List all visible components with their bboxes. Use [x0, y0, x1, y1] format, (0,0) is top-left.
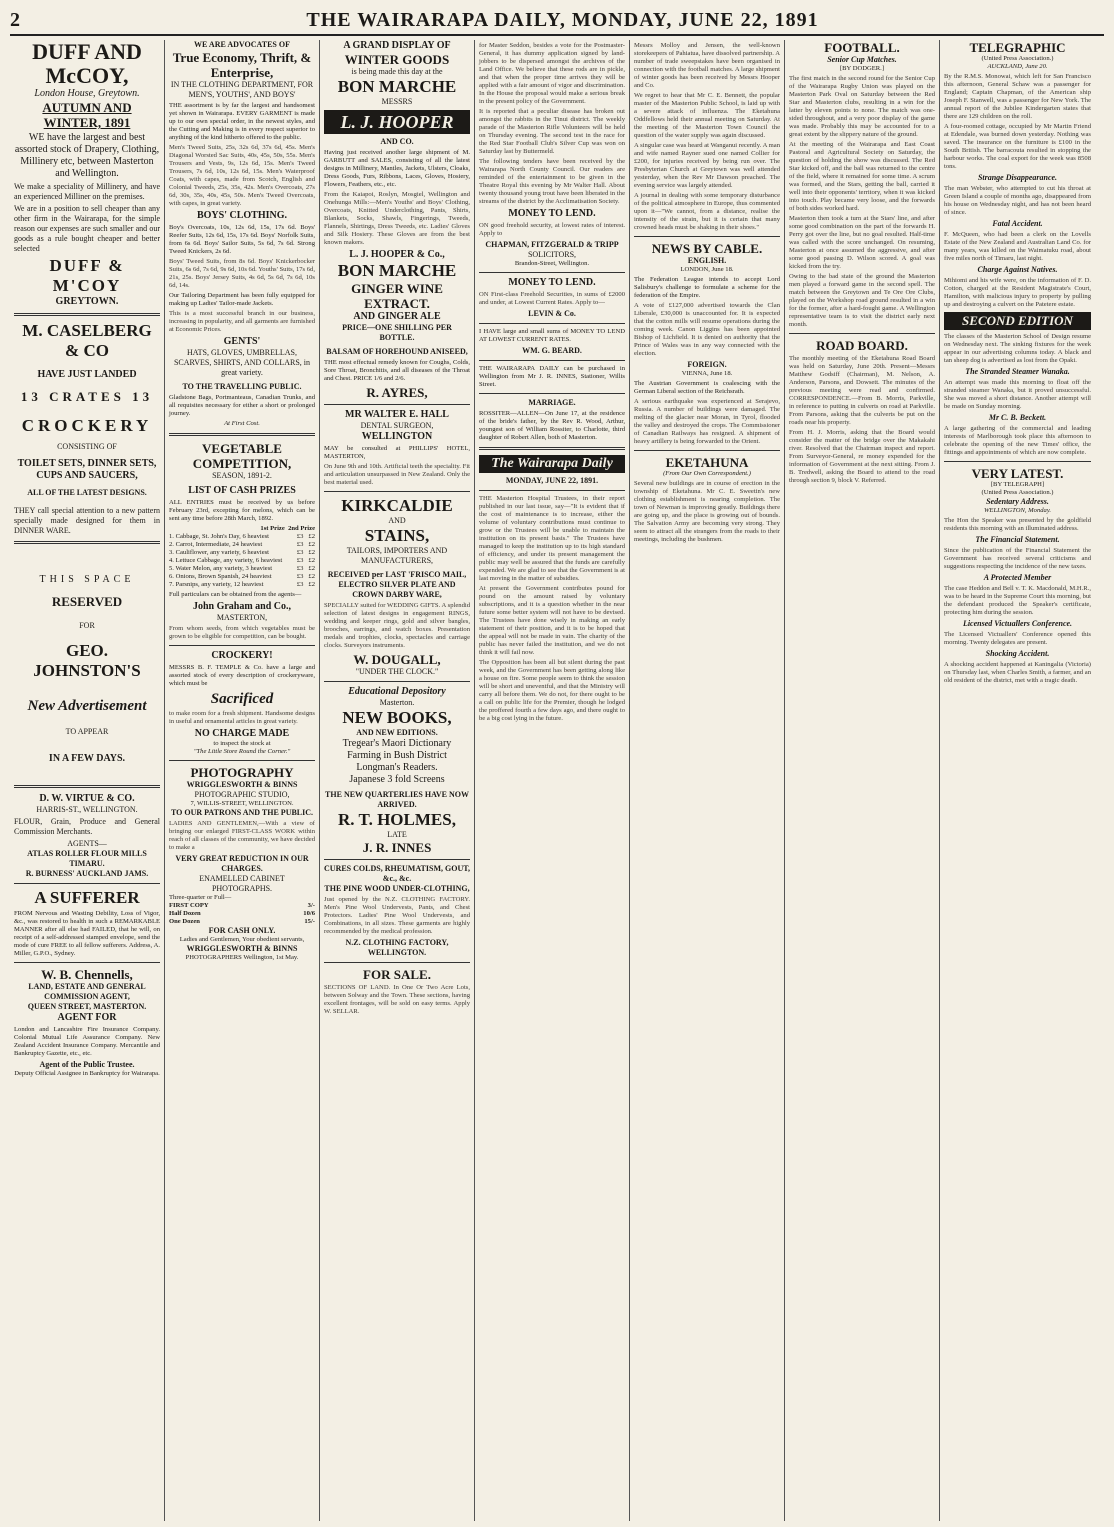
walter-hall: MR WALTER E. HALL [345, 409, 449, 420]
money-body: I HAVE large and small sums of MONEY TO LEND AT LOWEST CURRENT RATES. [479, 328, 625, 343]
price-list [169, 902, 315, 926]
public-trustee: Agent of the Public Trustee. [39, 1060, 135, 1069]
being-made: is being made this day at the [351, 67, 443, 76]
prize-row [169, 581, 315, 589]
patrons: TO OUR PATRONS AND THE PUBLIC. [170, 808, 314, 817]
col4-opening: for Master Seddon, besides a vote for the Postmaster-General, it has dummy application signed by land-jobbers to be dispersed amongst the archives of the Land Office. We believe that these rods are in pickle, and that when the proper time arrives they will be applied with a fair amount of vigor and discrimination. In the House the proposal would make a serious break in the present policy of the Government. [479, 42, 625, 105]
sedentary-address: Sedentary Address. [986, 497, 1049, 506]
divider [324, 962, 470, 963]
road-board-text: The monthly meeting of the Eketahuna Road Board was held on Saturday, June 20th. Present—Messrs Matthew Godsiff (Chairman), M. Nelson, A. Anderson, Parsons, and Dowsett. The minutes of the previous meeting were read and confirmed. CORRESPONDENCE.—From B. Morris, Parkville, in reference to putting in culverts on road at Parkville. From Parsons, asking that the culverts be put on the roads near his property. [789, 355, 935, 426]
eketahuna-title: EKETAHUNA [665, 455, 749, 470]
ginger-ale: AND GINGER ALE [353, 311, 441, 322]
wellington-label: WELLINGTON [361, 431, 433, 442]
divider [479, 447, 625, 450]
virtue-title: D. W. VIRTUE & CO. [39, 793, 135, 804]
prize-first: £3 [296, 549, 304, 556]
consulted-body: MAY be consulted at PHILLIPS' HOTEL, MASTERTON, [324, 445, 470, 460]
strange-text: The man Webster, who attempted to cut his throat at Green Island a couple of months ago, disappeared from his house on Wednesday night, and has not been heard of since. [944, 185, 1091, 216]
prize-name: 4. Lettuce Cabbage, any variety, 6 heaviest [169, 557, 283, 564]
maori-dictionary: Tregear's Maori Dictionary [342, 738, 452, 749]
crockery-body: MESSRS B. F. TEMPLE & Co. have a large and assorted stock of every description of crockeryware, which must be [169, 664, 315, 687]
prize-second: £2 [308, 557, 315, 564]
divider [634, 450, 780, 451]
divider [14, 313, 160, 316]
bon-marche-title: BON MARCHE [337, 77, 457, 96]
road-board-text-2: From H. J. Morris, asking that the Board would consider the matter of the bridge over the Makakahi river. Resolved that the Chairman inspect and report. From Surveyor-General, re money expended for the information of Government at the next sitting. From J. B. Tredwell, asking the Board to attend to the road through section 9, block V. Referred. [789, 429, 935, 484]
col5-text-4: A journal in dealing with some temporary disturbance of the political atmosphere in Europe, thus commented upon it—"We cannot, from a distance, realise the intensity of the strain, but it is certain that many crowned heads must be shaking in their shoes." [634, 192, 780, 231]
wrigglesworth-binns: WRIGGLESWORTH & BINNS [186, 780, 298, 789]
few-days: IN A FEW DAYS. [48, 753, 126, 764]
brandon-street: Brandon-Street, Wellington. [514, 260, 590, 267]
new-books: NEW BOOKS, [342, 708, 452, 727]
column-3 [320, 40, 475, 1521]
col4-text-2: The following tenders have been received by the Wairarapa North County Council. Our readers are reminded of the entertainment to be given in the Theatre Royal this evening by Mr Walter Hall. About twenty thousand young trout have been liberated in the streams of the district by the Acclimatisation Society. [479, 158, 625, 205]
advocates-heading: WE ARE ADVOCATES OF [194, 40, 290, 49]
divider [479, 272, 625, 273]
wb-signature-2: PHOTOGRAPHERS Wellington, 1st May. [185, 954, 299, 961]
tailoring-body: Our Tailoring Department has been fully equipped for making up Ladies' Tailor-made Jackets. [169, 292, 315, 307]
consisting-of: CONSISTING OF [57, 442, 117, 451]
levin-name: LEVIN & Co. [528, 309, 576, 318]
clothing-body: THE assortment is by far the largest and handsomest yet shown in Wairarapa. EVERY GARMENT is made up to our own special order, in the newest styles, and the Cutting and Making is in every respect superior to anything of the kind hitherto offered to the public. [169, 102, 315, 141]
farming-bush: Farming in Bush District [347, 750, 447, 761]
latest-designs: ALL OF THE LATEST DESIGNS. [27, 488, 147, 497]
football-title: FOOTBALL. [824, 40, 900, 55]
bon-marche-title-2: BON MARCHE [337, 261, 457, 280]
cures-colds: CURES COLDS, RHEUMATISM, GOUT, &c., &c. [324, 864, 470, 883]
solicitors: SOLICITORS, [527, 250, 577, 259]
virtue-body: FLOUR, Grain, Produce and General Commission Merchants. [14, 817, 160, 836]
longman-readers: Longman's Readers. [356, 762, 438, 773]
foreign-text: A serious earthquake was experienced at Serajevo, Russia. A number of buildings were damaged. The melting of the glacier near Moran, in Tyrol, flooded the valley and destroyed the crops. The Commissioner of Canadian Railways has resigned. A shipment of heavy artillery is being forwarded to the Orient. [634, 398, 780, 445]
prize-col1: 1st Prize [260, 525, 285, 532]
prize-row [169, 573, 315, 581]
price-reduction: VERY GREAT REDUCTION IN OUR CHARGES. [175, 854, 309, 873]
strange-disappearance: Strange Disappearance. [977, 173, 1058, 182]
atlas-mills: ATLAS ROLLER FLOUR MILLS TIMARU. [27, 849, 147, 868]
daily-purchased: THE WAIRARAPA DAILY can be purchased in Wellington from Mr J. R. INNES, Stationer, Willis Street. [479, 365, 625, 388]
sacrificed: Sacrificed [210, 691, 274, 707]
prize-row [169, 565, 315, 573]
divider [169, 433, 315, 436]
duff-town: GREYTOWN. [55, 296, 119, 307]
holmes-innes: J. R. INNES [362, 840, 432, 855]
sufferer-title: A SUFFERER [34, 888, 140, 907]
dental-text: On June 9th and 10th. Artificial teeth the speciality. Fit and articulation unsurpassed in New Zealand. Only the best material used. [324, 463, 470, 486]
stranded-steamer: The Stranded Steamer Wanaka. [965, 367, 1070, 376]
price-value: 3/- [307, 902, 315, 909]
divider [944, 461, 1091, 462]
crockery-text: to make room for a fresh shipment. Handsome designs in useful and ornamental articles in great variety. [169, 710, 315, 725]
pine-wood-text: Just opened by the N.Z. CLOTHING FACTORY. Men's Pine Wool Undervests, Pants, and Chest Protectors. Ladies' Pine Wool Undervests, and Combinations, in all sizes. These garments are highly recommended by the medical profession. [324, 896, 470, 935]
editorial-2: At present the Government contributes pound for pound on the amount raised by voluntary subscriptions, and it is a question whether in the near future some better system will not have to be devised. The Trustees have done wisely in making an early statement of their position, and it is to be hoped that the appeal will not be made in vain. The charity of the public has never failed the institution, and we do not think it will fail now. [479, 585, 625, 656]
divider [634, 236, 780, 237]
johnston-label: JOHNSTON'S [33, 661, 141, 680]
column-5 [630, 40, 785, 1521]
new-editions: AND NEW EDITIONS. [356, 728, 438, 737]
press-association: (United Press Association.) [981, 55, 1054, 62]
at-first-cost: At First Cost. [224, 420, 260, 427]
news-foreign: FOREIGN. [687, 360, 727, 369]
little-store: "The Little Store Round the Corner." [193, 748, 291, 755]
wb-signature: WRIGGLESWORTH & BINNS [186, 944, 298, 953]
prize-col2: 2nd Prize [288, 525, 315, 532]
new-advertisement: New Advertisement [27, 698, 147, 714]
pine-wood: THE PINE WOOD UNDER-CLOTHING, [324, 884, 470, 893]
divider [14, 883, 160, 884]
road-board-title: ROAD BOARD. [816, 338, 908, 353]
divider [324, 491, 470, 492]
particulars: Full particulars can be obtained from the agents— [169, 591, 302, 598]
stranded-text: An attempt was made this morning to float off the stranded steamer Wanaka, but it proved unsuccessful. She was moved a short distance. Another attempt will be made on Sunday morning. [944, 379, 1091, 410]
prize-second: £2 [308, 549, 315, 556]
financial-statement: The Financial Statement. [975, 535, 1060, 544]
prize-name: 3. Cauliflower, any variety, 6 heaviest [169, 549, 270, 556]
money-to-lend: MONEY TO LEND. [508, 208, 596, 219]
clothing-text: Men's Tweed Suits, 25s, 32s 6d, 37s 6d, 45s. Men's Diagonal Worsted Sac Suits, 40s, 45s, 50s, 55s. Men's Trousers and Vests, 9s, 12s 6d, 15s. Men's Tweed Trousers, 7s 6d, 10s, 12s 6d, 15s. Men's Waterproof Coats, with capes, made from Scotch, English and Colonial Tweeds, 25s, 35s, 42s. Men's Overcoats, 27s 6d, 30s, 35s, 40s, 45s, 50s. Men's Tweed Overcoats, with capes, in great variety. [169, 144, 315, 207]
price-row [169, 902, 315, 910]
duff-subtitle: London House, Greytown. [34, 88, 140, 99]
travelling-title: TO THE TRAVELLING PUBLIC. [182, 382, 302, 391]
paper-title: The Wairarapa Daily [479, 455, 625, 473]
victuallers-text: The Licensed Victuallers' Conference opened this morning. Twenty delegates are present. [944, 631, 1091, 646]
tailoring-text: This is a most successful branch in our business, increasing in popularity, and all garments are furnished at Economic Prices. [169, 310, 315, 333]
economy-heading: True Economy, Thrift, & Enterprise, [172, 50, 312, 80]
inspect-stock: to inspect the stock at [213, 740, 271, 747]
virtue-agents: AGENTS— [67, 839, 107, 848]
stains-title: STAINS, [364, 526, 430, 545]
prize-first: £3 [296, 541, 304, 548]
own-correspondent: (From Our Own Correspondent.) [663, 470, 751, 477]
hooper-and-co: AND CO. [380, 137, 414, 146]
graham-text: From whom seeds, from which vegetables must be grown to be eligible for competition, can be bought. [169, 625, 315, 640]
price-name: FIRST COPY [169, 902, 209, 909]
divider [14, 541, 160, 544]
newspaper-page [10, 6, 1104, 1521]
reserved-label: RESERVED [51, 594, 123, 609]
telegraphic-text-2: A four-roomed cottage, occupied by Mr Martin Friend at Edendale, was burned down yesterday. Nothing was saved. The insurance on the furniture is £100 in the South British. The barracouta resulted in stopping the harbour works. The coal export for the week was 8508 tons. [944, 123, 1091, 170]
photography-title: PHOTOGRAPHY [190, 765, 294, 780]
divider [479, 323, 625, 324]
messrs: MESSRS [381, 97, 413, 106]
divider [789, 333, 935, 334]
prize-second: £2 [308, 541, 315, 548]
boys-body: Boy's Overcoats, 10s, 12s 6d, 15s, 17s 6d. Boys' Reefer Suits, 12s 6d, 15s, 17s 6d. Boys' Norfolk Suits, from 6s 6d. Boys' Sailor Suits, 5s 6d, 7s 6d. Strong Tweed Knickers, 2s 6d. [169, 224, 315, 255]
duff-logo: DUFF & M'COY [49, 256, 125, 295]
telegraphic-text-1: By the R.M.S. Monowai, which left for San Francisco this afternoon, General Schaw was a passenger for England; Captain Chapman, of the American ship Joseph F. Stanwell, was a passenger for New York. The annual report of the Jubilee Kindergarten states that there are 129 children on the roll. [944, 73, 1091, 120]
column-6 [785, 40, 940, 1521]
divider [324, 859, 470, 860]
graham-name: John Graham and Co., [192, 601, 292, 612]
prize-row [169, 557, 315, 565]
money-text: ON good freehold security, at lowest rates of interest. Apply to [479, 222, 625, 237]
prize-first: £3 [296, 573, 304, 580]
tailors-line: TAILORS, IMPORTERS AND MANUFACTURERS, [346, 546, 448, 565]
ladies-closing: Ladies and Gentlemen, Your obedient servants, [179, 936, 305, 943]
price-row [169, 910, 315, 918]
duff-body-2: We make a speciality of Millinery, and have an experienced Milliner on the premises. [14, 182, 160, 201]
price-value: 15/- [304, 918, 315, 925]
divider [169, 645, 315, 646]
column-4 [475, 40, 630, 1521]
hooper-body: Having just received another large shipment of M. GARBUTT and SALES, consisting of all the latest designs in Millinery, Mantles, Jackets, Ulsters, Cloaks, Dress Goods, Furs, Ribbons, Laces, Gloves, Hosiery, Flowers, Feathers, etc., etc. [324, 149, 470, 188]
marriage-body: ROSSITER—ALLEN—On June 17, at the residence of the bride's father, by the Rev R. Wood, Arthur, youngest son of William Rossiter, to Charlotte, third daughter of Robert Allen, both of Masterton. [479, 410, 625, 441]
crockery-title: CROCKERY! [211, 650, 273, 661]
photo-studio: PHOTOGRAPHIC STUDIO, [194, 790, 290, 799]
page-number: 2 [10, 8, 21, 31]
football-text-4: Owing to the bad state of the ground the Masterton men played a forward game in the second spell. The match between the Greytown and Te Ore Ore Clubs, played on the Workshop road ground resulted in a win for the former, after a hard-fought game. A Wellington representative team is to visit the district early next month. [789, 273, 935, 328]
col5-text-1: Messrs Molloy and Jensen, the well-known storekeepers of Pahiatua, have dissolved partnership. A number of trade sweepstakes have been organised in connection with the football matches. A large shipment of winter goods has been received by Messrs Hooper and Co. [634, 42, 780, 89]
prize-name: 7. Parsnips, any variety, 12 heaviest [169, 581, 264, 588]
eketahuna-text: Several new buildings are in course of erection in the township of Eketahuna. Mr C. E. Sweetin's new clothing establishment is nearing completion. The town of Newman is improving greatly. Buildings there are going up, and the place is growing out of bounds. The Salvation Army are becoming very strong. They seem to attract all the strangers from the roads to their meetings, including the bushmen. [634, 480, 780, 543]
price-row [169, 918, 315, 926]
shocking-accident: Shocking Accident. [985, 649, 1050, 658]
beckett: Mr C. B. Beckett. [988, 413, 1047, 422]
electro-text: SPECIALLY suited for WEDDING GIFTS. A splendid selection of latest designs in engagement RINGS, wedding and keeper rings, gold and silver bangles, brooches, earrings, and watch boxes. Presentation medals and trophies, clocks, spectacles and carriage clocks. Surveyors instruments. [324, 602, 470, 649]
prize-header [169, 525, 315, 533]
col4-text-1: It is reported that a peculiar disease has broken out amongst the rabbits in the Tinui district. The weekly parade of the Masterton Rifle Volunteers will be held on Thursday evening. The second test in the race for the Red Star Football Club's Silver Cup was won on Saturday last by Buttermeld. [479, 108, 625, 155]
patrons-text: LADIES AND GENTLEMEN,—With a view of bringing our enlarged FIRST-CLASS WORK within reach of all classes of the community, we have decided to make a [169, 820, 315, 851]
for-sale: FOR SALE. [363, 967, 431, 982]
foreign-body: The Austrian Government is coalescing with the German Liberal section of the Reichsrath. [634, 380, 780, 395]
new-quarterlies: THE NEW QUARTERLIES HAVE NOW ARRIVED. [325, 790, 469, 809]
winter-goods: WINTER GOODS [344, 52, 450, 67]
news-text: A vote of £127,000 advertised towards the Clan Liberale, £30,000 is unaccounted for. It is expected that the cotton mills will resume operations during the coming week. Canon Liggins has been appointed Bishop of Lichfield. It is denied on authority that the Prince of Wales was in any way connected with the election. [634, 302, 780, 357]
shocking-text: A shocking accident happened at Kaningalia (Victoria) on Thursday last, when Charles Smith, a farmer, and an old resident of the district, met with a tragic death. [944, 661, 1091, 684]
chennells-subtitle: LAND, ESTATE AND GENERAL COMMISSION AGENT, [28, 982, 146, 1001]
prize-first: £3 [296, 581, 304, 588]
three-quarter: Three-quarter or Full— [169, 894, 232, 901]
agencies-list: London and Lancashire Fire Insurance Company. Colonial Mutual Life Assurance Company. New Zealand Accident Insurance Company. Mercantile and Bankruptcy Gazette, etc., etc. [14, 1026, 160, 1057]
charge-natives: Charge Against Natives. [977, 265, 1058, 274]
duff-body: WE have the largest and best assorted stock of Drapery, Clothing, Millinery etc, between Masterton and Wellington. [14, 132, 160, 179]
no-charge: NO CHARGE MADE [194, 728, 290, 739]
columns [10, 40, 1104, 1521]
graham-town: MASTERTON, [216, 613, 268, 622]
balsam-title: BALSAM OF HOREHOUND ANISEED, [326, 347, 468, 356]
fatal-text: F. McQueen, who had been a clerk on the Lovells Estate of the New Zealand and Australian Land Co. for many years, was killed on the Waimatuku road, about five miles north of Timaru, last night. [944, 231, 1091, 262]
sedentary-text: The Hon the Speaker was presented by the goldfield residents this morning with an illuminated address. [944, 517, 1091, 532]
duff-season: AUTUMN AND WINTER, 1891 [42, 100, 132, 130]
news-london: LONDON, June 18. [680, 266, 734, 273]
divider [324, 681, 470, 682]
financial-text: Since the publication of the Financial Statement the Government has received several criticisms and suggestions respecting the incidence of the new taxes. [944, 547, 1091, 570]
nz-clothing: N.Z. CLOTHING FACTORY, WELLINGTON. [345, 938, 449, 957]
caselberg-landed: HAVE JUST LANDED [37, 369, 137, 380]
auckland-date: AUCKLAND, June 20. [987, 63, 1048, 70]
prize-name: 1. Cabbage, St. John's Day, 6 heaviest [169, 533, 270, 540]
prize-second: £2 [308, 573, 315, 580]
balsam-body: THE most effectual remedy known for Coughs, Colds, Sore Throat, Bronchitis, and all diseases of the Throat and Chest. PRICE 1/6 and 2/6. [324, 359, 470, 382]
grand-display: A GRAND DISPLAY OF [343, 40, 451, 51]
masthead [10, 6, 1104, 36]
deputy-assignee: Deputy Official Assignee in Bankruptcy for Wairarapa. [14, 1070, 160, 1077]
prize-name: 6. Onions, Brown Spanish, 24 heaviest [169, 573, 272, 580]
educational-town: Masterton. [379, 698, 415, 707]
gents-items: HATS, GLOVES, UMBRELLAS, SCARVES, SHIRTS, AND COLLARS, in great variety. [173, 348, 310, 377]
natives-text: Mihiomi and his wife were, on the information of F. D. Cotton, charged at the Resident Magistrate's Court, Hamilton, with malicious injury to property by pulling up and destroying a culvert on the Patetere estate. [944, 277, 1091, 308]
studio-address: 7, WILLIS-STREET, WELLINGTON. [190, 800, 294, 807]
prize-first: £3 [296, 533, 304, 540]
column-2 [165, 40, 320, 1521]
column-7 [940, 40, 1095, 1521]
sufferer-body: FROM Nervous and Wasting Debility, Loss of Vigor, &c., was restored to health in such a REMARKABLE MANNER after all else had FAILED, that he will, on receipt of a self-addressed stamped envelope, send the mode of cure FREE to all fellow sufferers. Address, A. Miller, G.P.O., Sydney. [14, 910, 160, 957]
enamelled: ENAMELLED CABINET PHOTOGRAPHS. [199, 874, 285, 893]
football-text-2: At the meeting of the Wairarapa and East Coast Pastoral and Agricultural Society on Saturday, the question of holding the show was discussed. The Red Star kicked off, and the ball was returned to the centre of the field, where it remained for some time. A scrum was formed, and the Stars, getting the ball, carried it well into their opponents' territory, when it was kicked into touch. Play became very loose, and the forwards of both sides worked hard. [789, 141, 935, 212]
under-the-clock: "UNDER THE CLOCK." [355, 667, 439, 676]
senior-cup: Senior Cup Matches. [827, 55, 897, 64]
for-label: FOR [79, 621, 95, 630]
geo-label: GEO. [65, 641, 109, 660]
dental-surgeon: DENTAL SURGEON, [360, 421, 434, 430]
crates-count: 13 CRATES 13 [20, 389, 154, 404]
hooper-text: From the Kaiapoi, Roslyn, Mosgiel, Wellington and Onehunga Mills:—Men's Youths' and Boys' Clothing, Overcoats, Knitted Underclothing, Pants, Shirts, Blankets, Socks, Shawls, Fingerings, Tweeds, Flannels, Shirtings, Dress Tweeds, etc. Ladies' Gloves and Silk Hosiery. These Gloves are from the best known makers. [324, 191, 470, 246]
clothing-dept: IN THE CLOTHING DEPARTMENT, FOR MEN'S, YOUTHS', AND BOYS' [170, 80, 314, 99]
price-name: Half Dozen [169, 910, 201, 917]
to-appear: TO APPEAR [65, 727, 109, 736]
very-latest: VERY LATEST. [971, 466, 1064, 481]
boys-text: Boys' Tweed Suits, from 8s 6d. Boys' Knickerbocker Suits, 6s 6d, 7s 6d, 9s 6d, 10s 6d. Youths' Suits, 17s 6d, 21s, 25s. Boys' Jersey Suits, 4s 6d, 5s 6d, 7s 6d, 10s 6d, 14s. [169, 258, 315, 289]
hooper-signature: L. J. HOOPER & Co., [349, 249, 445, 260]
press-association-2: (United Press Association.) [981, 489, 1054, 496]
for-sale-text: SECTIONS OF LAND. In One Or Two Acre Lots, between Solway and the Town. These sections, having excellent frontages, will be sold on easy terms. Apply W. SELLAR. [324, 984, 470, 1015]
caselberg-title: M. CASELBERG & CO [22, 321, 152, 360]
money-text-2: ON First-class Freehold Securities, in sums of £2000 and under, at Lowest Current Rates. Apply to— [479, 291, 625, 306]
divider [479, 360, 625, 361]
prize-row [169, 541, 315, 549]
news-vienna: VIENNA, June 18. [681, 370, 733, 377]
duff-title: DUFF AND McCOY, [32, 40, 142, 88]
col5-text-3: A singular case was heard at Wanganui recently. A man and wife named Rayner sued one named Collier for £200, for injuries received by being run over. The Presbyterian Church at Greytown was well attended yesterday, when the Rev Mr Dawson preached. The evening service was largely attended. [634, 142, 780, 189]
protected-member: A Protected Member [983, 573, 1052, 582]
prize-second: £2 [308, 533, 315, 540]
news-body: The Federation League intends to accept Lord Salisbury's challenge to formulate a scheme for the federation of the Empire. [634, 276, 780, 299]
beard-name: WM. G. BEARD. [522, 346, 582, 355]
column-1 [10, 40, 165, 1521]
entries-body: ALL ENTRIES must be received by us before February 23rd, excepting for melons, which can be sent any time before 28th March, 1892. [169, 499, 315, 522]
crockery-heading: CROCKERY [21, 416, 153, 435]
second-edition: SECOND EDITION [944, 312, 1091, 330]
football-text-3: Masterton then took a turn at the Stars' line, and after some good combination on the part of the forwards H. Perry got over the line, but no goal resulted. Half-time was called with the score unchanged. On resuming, Masterton at once assumed the aggressive, and after some good passing D. Wilson scored. A goal was kicked from the try. [789, 215, 935, 270]
by-dodger: [BY DODGER.] [839, 65, 885, 72]
chapman-firm: CHAPMAN, FITZGERALD & TRIPP [485, 240, 619, 249]
season: SEASON, 1891-2. [212, 471, 272, 480]
football-text-1: The first match in the second round for the Senior Cup of the Wairarapa Rugby Union was played on the Masterton Park Oval on Saturday between the Red Star and Masterton clubs, resulting in a win for the latter by eleven points to none. The match was one-sided throughout, and a very poor display of the game was made. Probably this may be accounted for to a great extent by the slippery nature of the ground. [789, 75, 935, 138]
by-telegraph: [BY TELEGRAPH] [990, 481, 1045, 488]
protected-text: The case Heddon and Bell v. T. K. Macdonald, M.H.R., was to be heard in the Supreme Court this morning, but the defendant produced the Speaker's certificate, protecting him during the session. [944, 585, 1091, 616]
divider [479, 490, 625, 491]
dougall-name: W. DOUGALL, [353, 652, 441, 667]
divider [169, 760, 315, 761]
divider [14, 785, 160, 788]
divider [324, 404, 470, 405]
prize-row [169, 533, 315, 541]
price-name: One Dozen [169, 918, 200, 925]
prize-name: 2. Carrot, Intermediate, 24 heaviest [169, 541, 263, 548]
prize-list [169, 533, 315, 589]
price-shilling: PRICE—ONE SHILLING PER BOTTLE. [342, 323, 452, 342]
editorial-3: The Opposition has been all but silent during the past week, and the Government has been getting along like a house on fire. Some people seem to think the session will be short and uneventful, and that the Ministry will carry all before them. We do not, for there ought to be a call on public life for the Premier, though he lodged the proffered fourth a few days ago, and there ought to be a big cost lying in the future. [479, 659, 625, 722]
prize-second: £2 [308, 565, 315, 572]
prize-first: £3 [296, 565, 304, 572]
fatal-accident: Fatal Accident. [992, 219, 1043, 228]
caselberg-body: THEY call special attention to a new pattern specially made designed for them in DINNER WARE. [14, 506, 160, 535]
burness-jams: R. BURNESS' AUCKLAND JAMS. [25, 869, 149, 878]
japanese-screens: Japanese 3 fold Screens [349, 774, 445, 785]
hooper-logo: L. J. HOOPER [324, 110, 470, 134]
chennells-address: QUEEN STREET, MASTERTON. [27, 1002, 147, 1011]
prize-row [169, 549, 315, 557]
chennells-title: W. B. Chennells, [41, 967, 133, 982]
newspaper-title: THE WAIRARAPA DAILY, MONDAY, JUNE 22, 1891 [306, 8, 819, 31]
ginger-wine: GINGER WINE EXTRACT. [351, 281, 443, 311]
telegraphic-title: TELEGRAPHIC [969, 40, 1066, 55]
paper-date: MONDAY, JUNE 22, 1891. [505, 476, 599, 485]
boys-title: BOYS' CLOTHING. [196, 210, 288, 221]
duff-body-3: We are in a position to sell cheaper than any other firm in the Wairarapa, for the simple reason our expenses are such smaller and our goods as a rule bought cheaper and better selected [14, 204, 160, 253]
wellington-monday: WELLINGTON, Monday. [983, 507, 1052, 514]
victuallers: Licensed Victuallers Conference. [962, 619, 1073, 628]
editorial-1: THE Masterton Hospital Trustees, in their report published in our last issue, say—"It is evident that if the cost of maintenance is to increase, either the volume of voluntary contributions must continue to grow or the Trustees will be unable to maintain the institution on its present basis." The Trustees have managed to keep the institution up to its high standard of efficiency, and under its present management the public may well be assured that the funds are carefully expended. We are glad to see that the Government is at last moving in the matter of subsidies. [479, 495, 625, 582]
vegetable-title: VEGETABLE COMPETITION, [192, 441, 292, 471]
space-title: THIS SPACE [39, 574, 135, 585]
educational-depository: Educational Depository [348, 686, 446, 697]
marriage-title: MARRIAGE. [528, 398, 576, 407]
beckett-text: A large gathering of the commercial and leading interests of Marlborough took place this afternoon to celebrate the opening of the new Times' office, the fittings and appointments of which are now complete. [944, 425, 1091, 456]
prize-name: 5. Water Melon, any variety, 3 heaviest [169, 565, 273, 572]
ayres-name: R. AYRES, [366, 385, 428, 400]
frisco-mail: RECEIVED per LAST 'FRISCO MAIL, [327, 570, 467, 579]
virtue-subtitle: HARRIS-ST., WELLINGTON. [36, 805, 138, 814]
crockery-sets: TOILET SETS, DINNER SETS, CUPS AND SAUCERS, [17, 458, 157, 481]
price-value: 10/6 [303, 910, 315, 917]
gents-title: GENTS' [223, 336, 261, 347]
divider [14, 962, 160, 963]
holmes-late: LATE [387, 830, 407, 839]
money-to-lend-2: MONEY TO LEND. [508, 277, 596, 288]
holmes-name: R. T. HOLMES, [338, 810, 456, 829]
prize-first: £3 [296, 557, 304, 564]
second-edition-text: The classes of the Masterton School of Design resume on Wednesday next. The sinking fixtures for the week appear in our advertising columns today. A black and tan sheep dog is advertised as lost from the Opaki. [944, 333, 1091, 364]
agent-for: AGENT FOR [57, 1012, 117, 1023]
kirkcaldie-and: AND [388, 516, 406, 525]
cash-only: FOR CASH ONLY. [208, 926, 276, 935]
electro-plate: ELECTRO SILVER PLATE AND CROWN DARBY WARE, [338, 580, 456, 599]
cash-prizes: LIST OF CASH PRIZES [188, 485, 296, 496]
prize-second: £2 [308, 581, 315, 588]
travelling-body: Gladstone Bags, Portmanteaus, Canadian Trunks, and all requisites necessary for either a short or prolonged journey. [169, 394, 315, 417]
kirkcaldie-title: KIRKCALDIE [341, 496, 453, 515]
news-english: ENGLISH. [687, 256, 727, 265]
col5-text-2: We regret to hear that Mr C. E. Bennett, the popular master of the Masterton Public School, is laid up with a severe attack of influenza. The Eketahuna Oddfellows held their annual meeting on Saturday. At the meeting of the Masterton Town Council the question of the water supply was again discussed. [634, 92, 780, 139]
divider [479, 393, 625, 394]
news-cable-title: NEWS BY CABLE. [651, 241, 763, 256]
